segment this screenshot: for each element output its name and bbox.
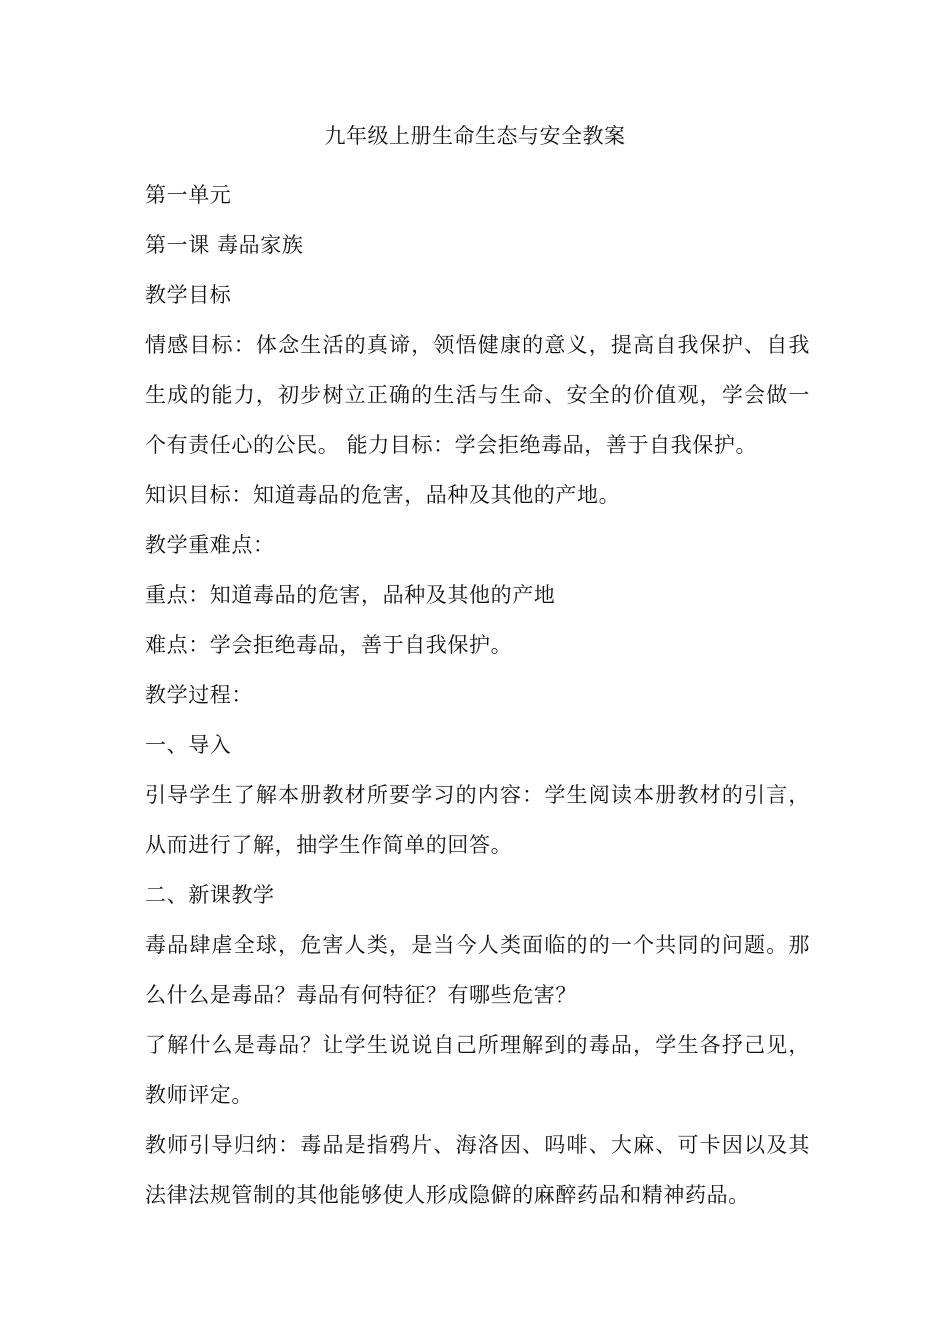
understanding-paragraph: 了解什么是毒品？让学生说说自己所理解到的毒品，学生各抒己见，教师评定。 [145,1033,810,1107]
step-heading-intro: 一、导入 [145,733,232,757]
lesson-heading: 第一课 毒品家族 [145,233,304,257]
unit-heading: 第一单元 [145,183,232,207]
knowledge-objective: 知识目标：知道毒品的危害，品种及其他的产地。 [145,483,621,507]
difficult-point: 难点：学会拒绝毒品，善于自我保护。 [145,633,513,657]
document-body [145,170,810,1220]
new-lesson-paragraph: 毒品肆虐全球，危害人类，是当今人类面临的的一个共同的问题。那么什么是毒品？毒品有何特征？有哪些危害？ [145,933,810,1007]
section-heading-process: 教学过程： [145,683,253,707]
emotional-ability-objectives: 情感目标：体念生活的真谛，领悟健康的意义，提高自我保护、自我生成的能力，初步树立正确的生活与生命、安全的价值观，学会做一个有责任心的公民。 能力目标：学会拒绝毒品，善于自我保护。 [145,333,810,457]
intro-paragraph: 引导学生了解本册教材所要学习的内容：学生阅读本册教材的引言，从而进行了解，抽学生作简单的回答。 [145,783,810,857]
key-point: 重点：知道毒品的危害，品种及其他的产地 [145,583,556,607]
section-heading-objectives: 教学目标 [145,283,232,307]
step-heading-new-lesson: 二、新课教学 [145,883,275,907]
document-title: 九年级上册生命生态与安全教案 [324,124,626,148]
section-heading-key-points: 教学重难点： [145,533,275,557]
summary-paragraph: 教师引导归纳：毒品是指鸦片、海洛因、吗啡、大麻、可卡因以及其法律法规管制的其他能够使人形成隐僻的麻醉药品和精神药品。 [145,1133,810,1207]
